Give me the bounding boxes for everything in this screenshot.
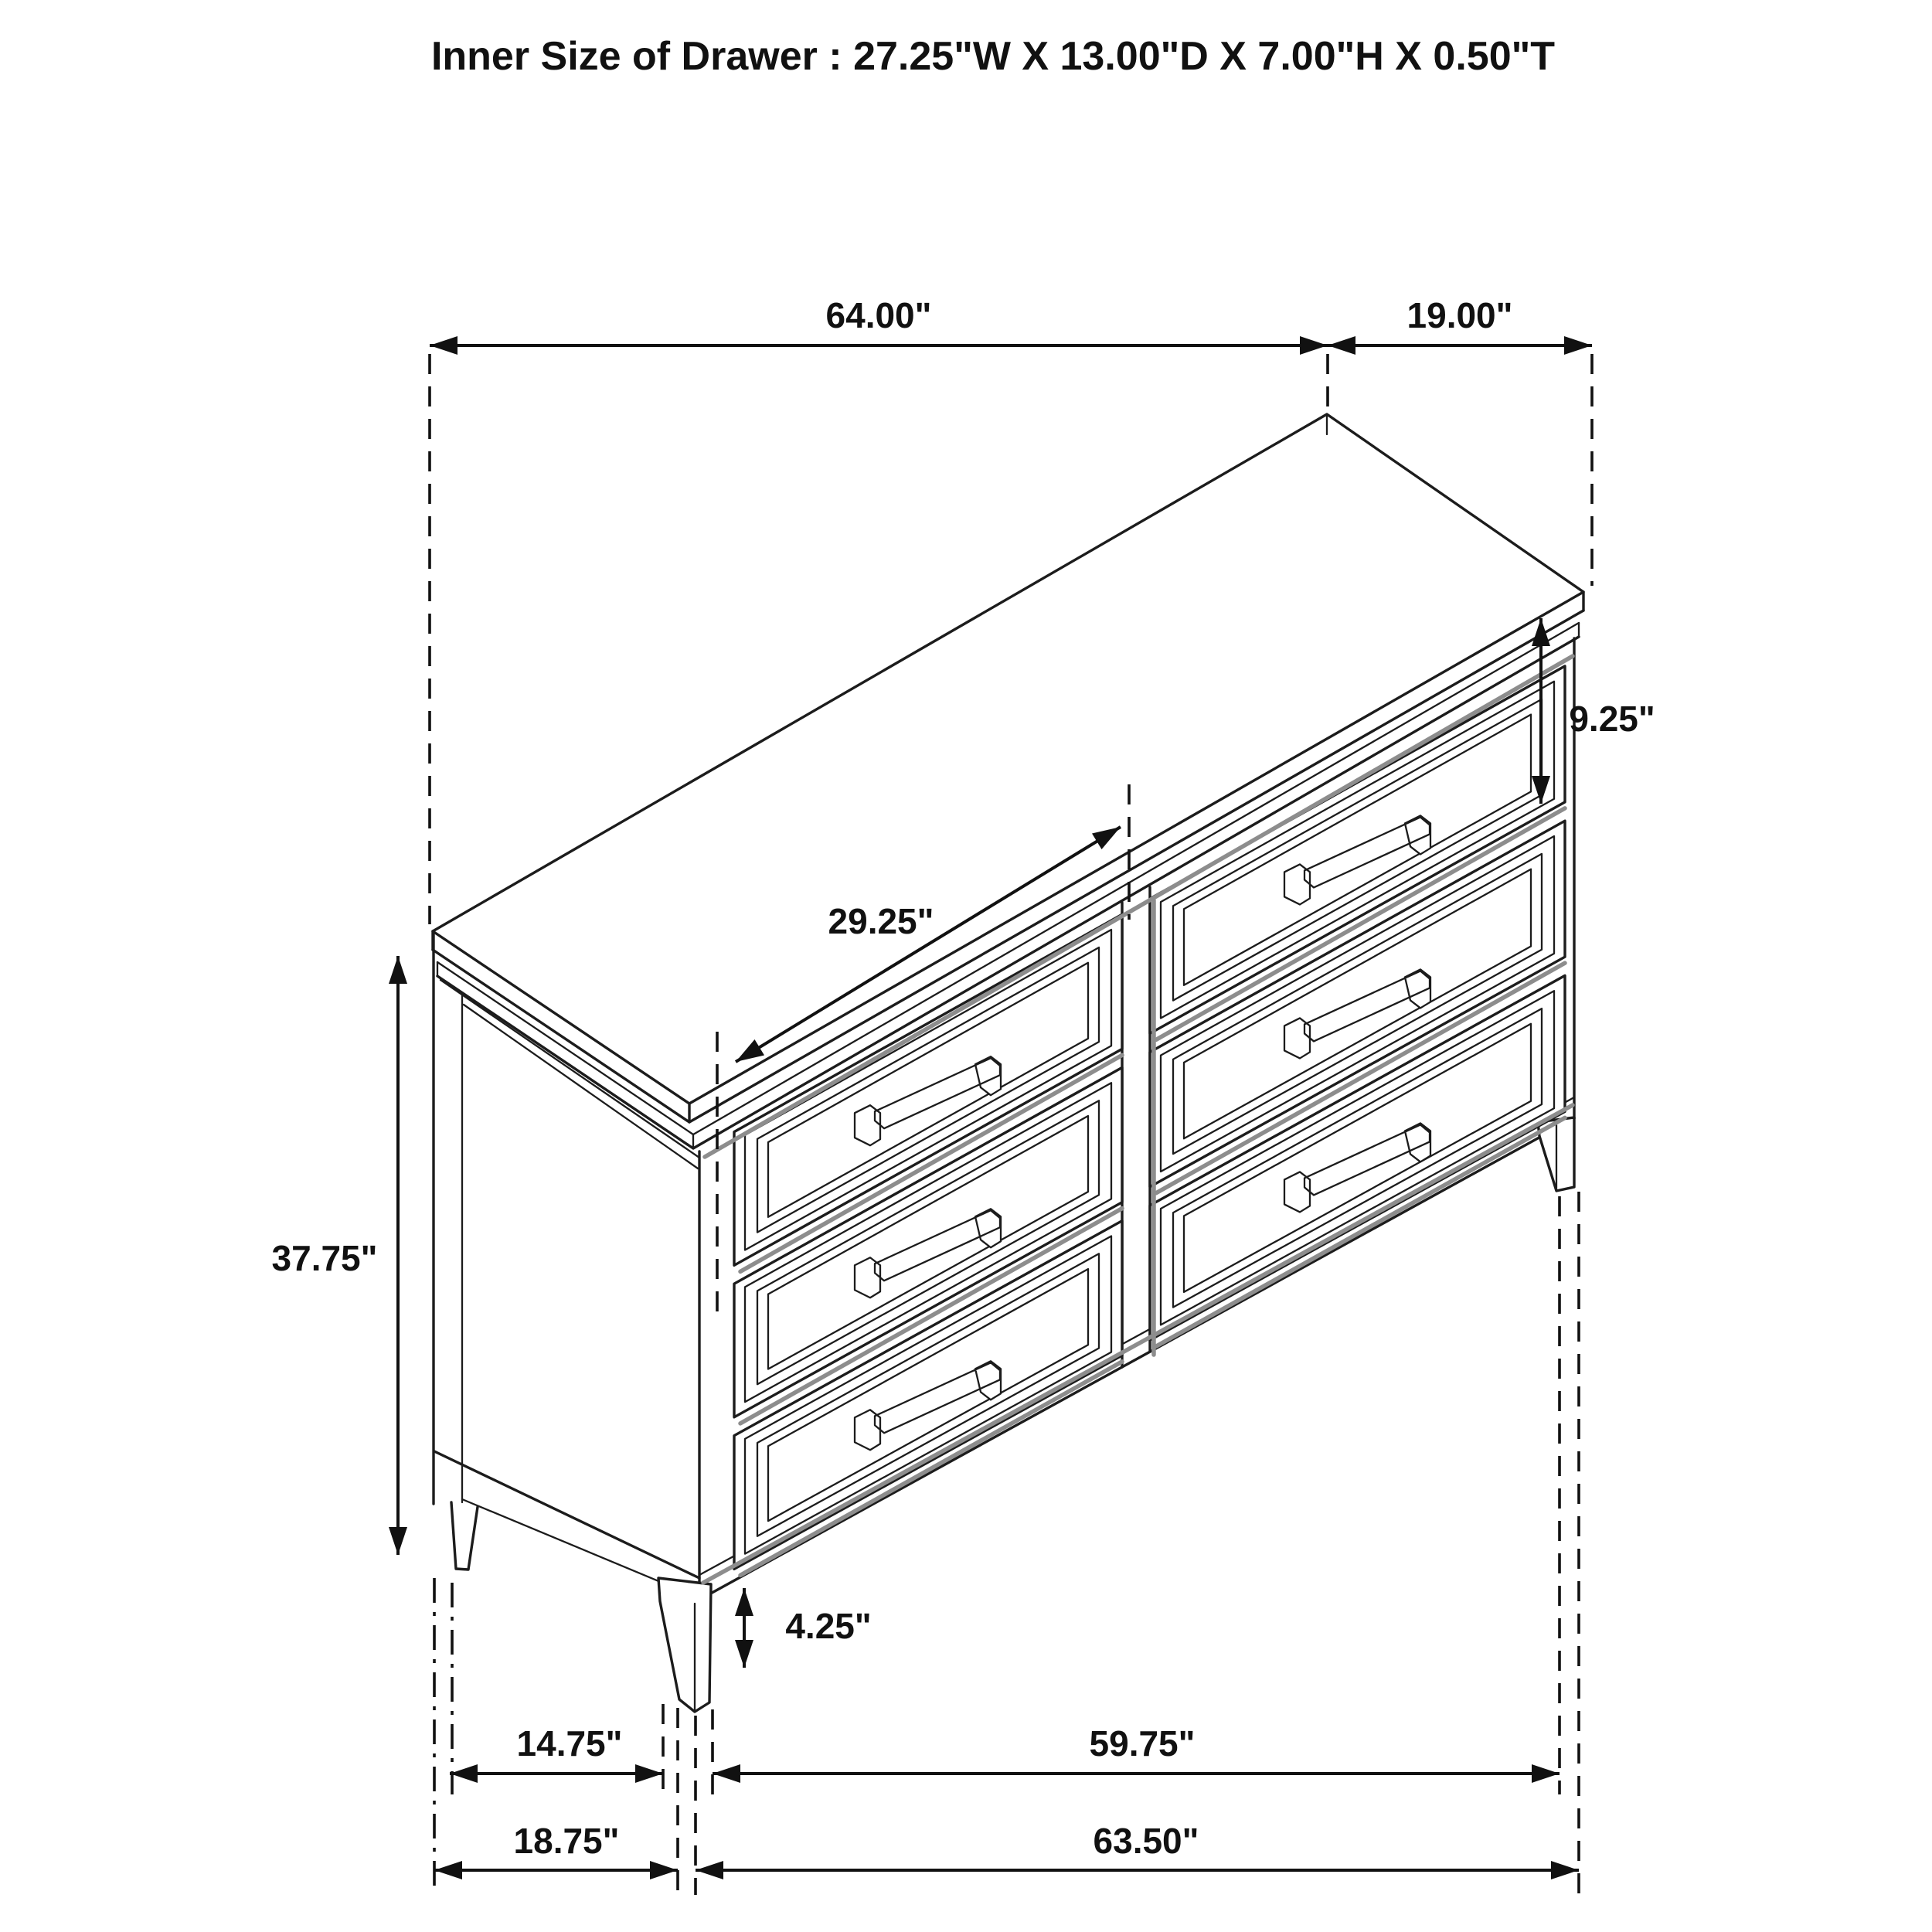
dim-front-overall-label: 63.50" bbox=[1093, 1821, 1199, 1861]
dim-front-overall-arrowhead bbox=[1551, 1861, 1579, 1879]
dim-overall-height-arrowhead bbox=[389, 956, 407, 984]
dim-side-overall-arrowhead bbox=[650, 1861, 678, 1879]
drawing-layer bbox=[272, 295, 1655, 1895]
dim-leg-height-arrowhead bbox=[735, 1640, 753, 1668]
dim-back-to-front-leg-arrowhead bbox=[635, 1764, 663, 1783]
dim-top-depth-label: 19.00" bbox=[1406, 295, 1513, 335]
dim-front-legs-inner-arrowhead bbox=[1532, 1764, 1560, 1783]
dim-top-drawer-height-label: 9.25" bbox=[1569, 699, 1655, 739]
dim-top-width-arrowhead bbox=[1300, 336, 1328, 355]
dim-drawer-width-label: 29.25" bbox=[828, 901, 934, 941]
dim-back-to-front-leg-label: 14.75" bbox=[516, 1723, 623, 1764]
dim-front-overall-arrowhead bbox=[696, 1861, 723, 1879]
dim-leg-height-arrowhead bbox=[735, 1588, 753, 1616]
dim-back-to-front-leg-arrowhead bbox=[450, 1764, 478, 1783]
diagram-title: Inner Size of Drawer : 27.25"W X 13.00"D X 7.00"H X 0.50"T bbox=[430, 34, 1556, 79]
dim-front-legs-inner-arrowhead bbox=[713, 1764, 740, 1783]
side-bottom-rail bbox=[434, 1451, 699, 1578]
back-left-leg bbox=[451, 1502, 478, 1570]
dim-leg-height-label: 4.25" bbox=[785, 1606, 872, 1646]
front-left-leg bbox=[658, 1578, 711, 1712]
dim-overall-height-arrowhead bbox=[389, 1527, 407, 1555]
dim-top-depth-arrowhead bbox=[1564, 336, 1592, 355]
dim-top-width-label: 64.00" bbox=[825, 295, 932, 335]
dim-front-legs-inner-label: 59.75" bbox=[1089, 1723, 1196, 1764]
dim-side-overall-arrowhead bbox=[434, 1861, 462, 1879]
dim-overall-height-label: 37.75" bbox=[271, 1238, 378, 1278]
dim-top-width-arrowhead bbox=[430, 336, 457, 355]
dim-top-depth-arrowhead bbox=[1328, 336, 1355, 355]
dim-side-overall-label: 18.75" bbox=[513, 1821, 620, 1861]
